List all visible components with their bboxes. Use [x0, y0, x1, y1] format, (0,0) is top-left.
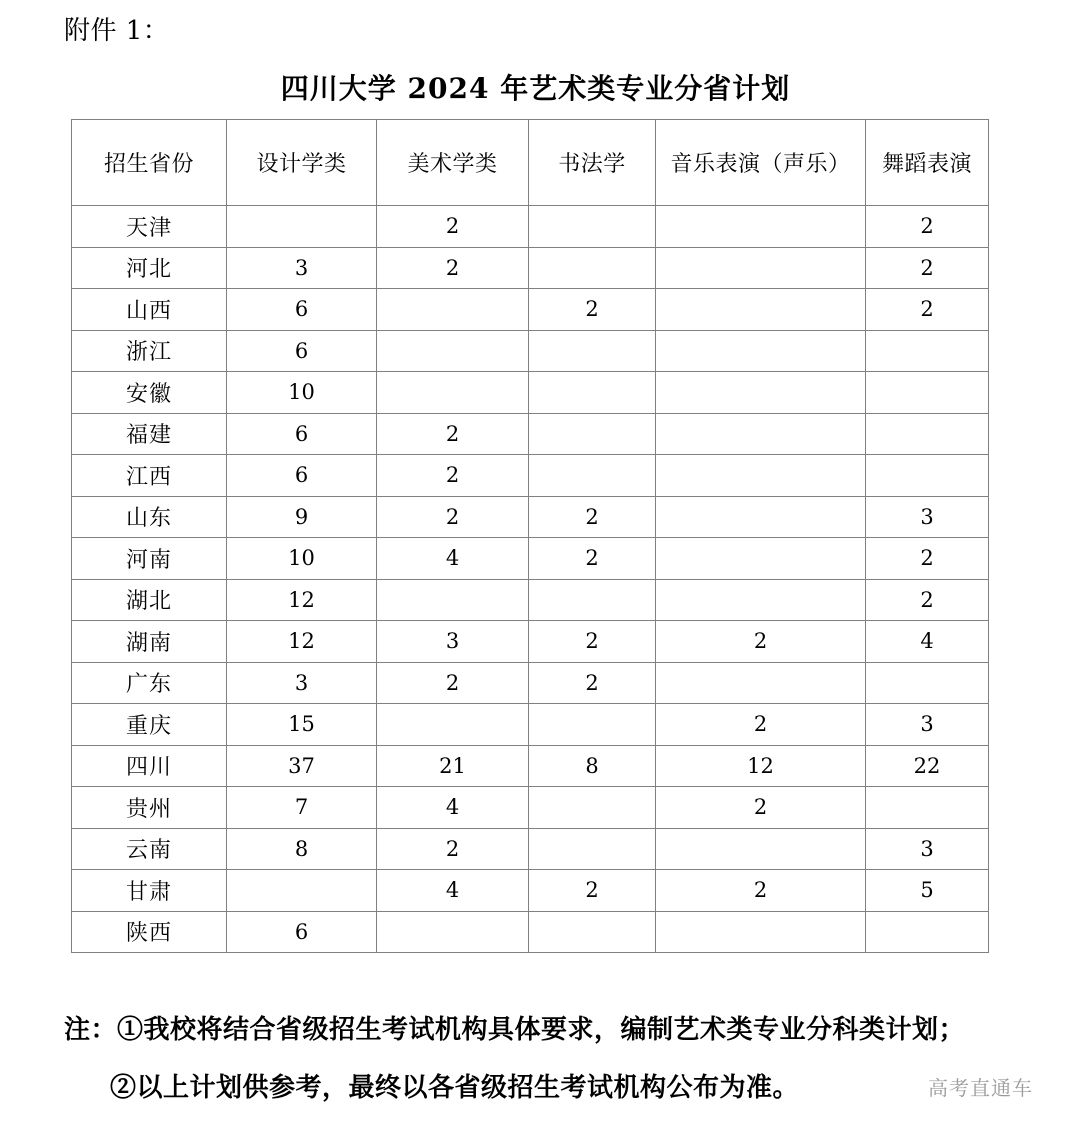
cell-calligraphy: 2 — [529, 289, 656, 331]
cell-calligraphy: 2 — [529, 496, 656, 538]
cell-province: 安徽 — [72, 372, 227, 414]
note-item-2: ②以上计划供参考，最终以各省级招生考试机构公布为准。 — [110, 1073, 800, 1103]
cell-calligraphy: 2 — [529, 621, 656, 663]
cell-music-vocal — [656, 911, 866, 953]
table-row — [72, 911, 989, 953]
cell-design: 9 — [227, 496, 377, 538]
cell-music-vocal — [656, 372, 866, 414]
table-row — [72, 413, 989, 455]
cell-calligraphy — [529, 911, 656, 953]
cell-design: 7 — [227, 787, 377, 829]
notes-section — [64, 1001, 1004, 1117]
table-row — [72, 704, 989, 746]
cell-dance: 2 — [866, 206, 989, 248]
cell-province: 贵州 — [72, 787, 227, 829]
table-row — [72, 870, 989, 912]
cell-province: 四川 — [72, 745, 227, 787]
cell-design: 15 — [227, 704, 377, 746]
cell-music-vocal — [656, 538, 866, 580]
cell-fine-arts: 3 — [377, 621, 529, 663]
cell-design: 10 — [227, 538, 377, 580]
cell-fine-arts: 21 — [377, 745, 529, 787]
column-header-design: 设计学类 — [227, 120, 377, 206]
cell-dance: 4 — [866, 621, 989, 663]
cell-music-vocal: 2 — [656, 787, 866, 829]
cell-province: 重庆 — [72, 704, 227, 746]
column-header-dance: 舞蹈表演 — [866, 120, 989, 206]
cell-music-vocal — [656, 455, 866, 497]
cell-fine-arts: 2 — [377, 828, 529, 870]
cell-fine-arts: 2 — [377, 206, 529, 248]
cell-dance — [866, 413, 989, 455]
page-title: 四川大学 2024 年艺术类专业分省计划 — [280, 72, 791, 105]
cell-music-vocal — [656, 662, 866, 704]
cell-music-vocal — [656, 330, 866, 372]
cell-design: 12 — [227, 579, 377, 621]
cell-music-vocal — [656, 579, 866, 621]
cell-calligraphy — [529, 413, 656, 455]
table-row — [72, 745, 989, 787]
cell-fine-arts: 4 — [377, 787, 529, 829]
cell-province: 天津 — [72, 206, 227, 248]
cell-fine-arts: 2 — [377, 496, 529, 538]
cell-province: 甘肃 — [72, 870, 227, 912]
cell-design: 6 — [227, 911, 377, 953]
cell-dance — [866, 787, 989, 829]
cell-province: 山东 — [72, 496, 227, 538]
cell-fine-arts: 2 — [377, 455, 529, 497]
table-row — [72, 455, 989, 497]
cell-dance: 2 — [866, 538, 989, 580]
cell-calligraphy — [529, 247, 656, 289]
cell-dance: 3 — [866, 496, 989, 538]
note-item-1: 注：①我校将结合省级招生考试机构具体要求，编制艺术类专业分科类计划； — [64, 1015, 966, 1045]
cell-dance — [866, 372, 989, 414]
cell-calligraphy: 2 — [529, 538, 656, 580]
watermark-label: 高考直通车 — [928, 1076, 1033, 1100]
cell-design: 3 — [227, 247, 377, 289]
cell-dance: 3 — [866, 704, 989, 746]
cell-calligraphy — [529, 372, 656, 414]
cell-province: 陕西 — [72, 911, 227, 953]
cell-dance: 2 — [866, 289, 989, 331]
cell-fine-arts: 2 — [377, 413, 529, 455]
table-row — [72, 787, 989, 829]
cell-calligraphy — [529, 206, 656, 248]
cell-fine-arts — [377, 330, 529, 372]
table-row — [72, 247, 989, 289]
column-header-fine-arts: 美术学类 — [377, 120, 529, 206]
table-row — [72, 206, 989, 248]
cell-fine-arts — [377, 372, 529, 414]
cell-province: 福建 — [72, 413, 227, 455]
column-header-music-vocal: 音乐表演（声乐） — [656, 120, 866, 206]
cell-fine-arts: 2 — [377, 247, 529, 289]
cell-design: 8 — [227, 828, 377, 870]
cell-dance — [866, 662, 989, 704]
cell-calligraphy: 2 — [529, 662, 656, 704]
cell-calligraphy — [529, 704, 656, 746]
cell-fine-arts — [377, 704, 529, 746]
cell-fine-arts — [377, 289, 529, 331]
cell-province: 广东 — [72, 662, 227, 704]
cell-music-vocal: 12 — [656, 745, 866, 787]
cell-dance: 2 — [866, 579, 989, 621]
cell-province: 云南 — [72, 828, 227, 870]
cell-calligraphy — [529, 787, 656, 829]
cell-fine-arts: 4 — [377, 870, 529, 912]
table-row — [72, 496, 989, 538]
cell-province: 江西 — [72, 455, 227, 497]
column-header-calligraphy: 书法学 — [529, 120, 656, 206]
cell-music-vocal — [656, 247, 866, 289]
cell-province: 河南 — [72, 538, 227, 580]
cell-music-vocal: 2 — [656, 621, 866, 663]
cell-music-vocal — [656, 206, 866, 248]
cell-fine-arts: 4 — [377, 538, 529, 580]
cell-dance — [866, 911, 989, 953]
cell-dance — [866, 455, 989, 497]
cell-province: 湖北 — [72, 579, 227, 621]
cell-calligraphy — [529, 579, 656, 621]
cell-calligraphy — [529, 455, 656, 497]
cell-music-vocal — [656, 413, 866, 455]
cell-province: 浙江 — [72, 330, 227, 372]
table-row — [72, 330, 989, 372]
column-header-province: 招生省份 — [72, 120, 227, 206]
cell-dance: 5 — [866, 870, 989, 912]
cell-design — [227, 870, 377, 912]
attachment-label: 附件 1： — [64, 16, 170, 46]
cell-province: 河北 — [72, 247, 227, 289]
cell-design: 6 — [227, 413, 377, 455]
enrollment-plan-table — [71, 119, 989, 953]
cell-design: 6 — [227, 330, 377, 372]
cell-dance: 3 — [866, 828, 989, 870]
table-row — [72, 828, 989, 870]
cell-music-vocal — [656, 828, 866, 870]
cell-calligraphy: 8 — [529, 745, 656, 787]
cell-music-vocal: 2 — [656, 870, 866, 912]
table-row — [72, 662, 989, 704]
cell-dance: 2 — [866, 247, 989, 289]
table-row — [72, 372, 989, 414]
cell-design — [227, 206, 377, 248]
table-row — [72, 579, 989, 621]
cell-music-vocal: 2 — [656, 704, 866, 746]
cell-calligraphy — [529, 330, 656, 372]
cell-fine-arts: 2 — [377, 662, 529, 704]
table-row — [72, 289, 989, 331]
cell-design: 12 — [227, 621, 377, 663]
table-row — [72, 538, 989, 580]
cell-design: 10 — [227, 372, 377, 414]
cell-music-vocal — [656, 496, 866, 538]
table-header-row — [72, 120, 989, 206]
cell-calligraphy: 2 — [529, 870, 656, 912]
cell-design: 3 — [227, 662, 377, 704]
cell-province: 湖南 — [72, 621, 227, 663]
table-row — [72, 621, 989, 663]
cell-calligraphy — [529, 828, 656, 870]
cell-province: 山西 — [72, 289, 227, 331]
cell-design: 6 — [227, 455, 377, 497]
cell-design: 6 — [227, 289, 377, 331]
cell-dance — [866, 330, 989, 372]
cell-music-vocal — [656, 289, 866, 331]
cell-fine-arts — [377, 911, 529, 953]
cell-design: 37 — [227, 745, 377, 787]
cell-fine-arts — [377, 579, 529, 621]
cell-dance: 22 — [866, 745, 989, 787]
